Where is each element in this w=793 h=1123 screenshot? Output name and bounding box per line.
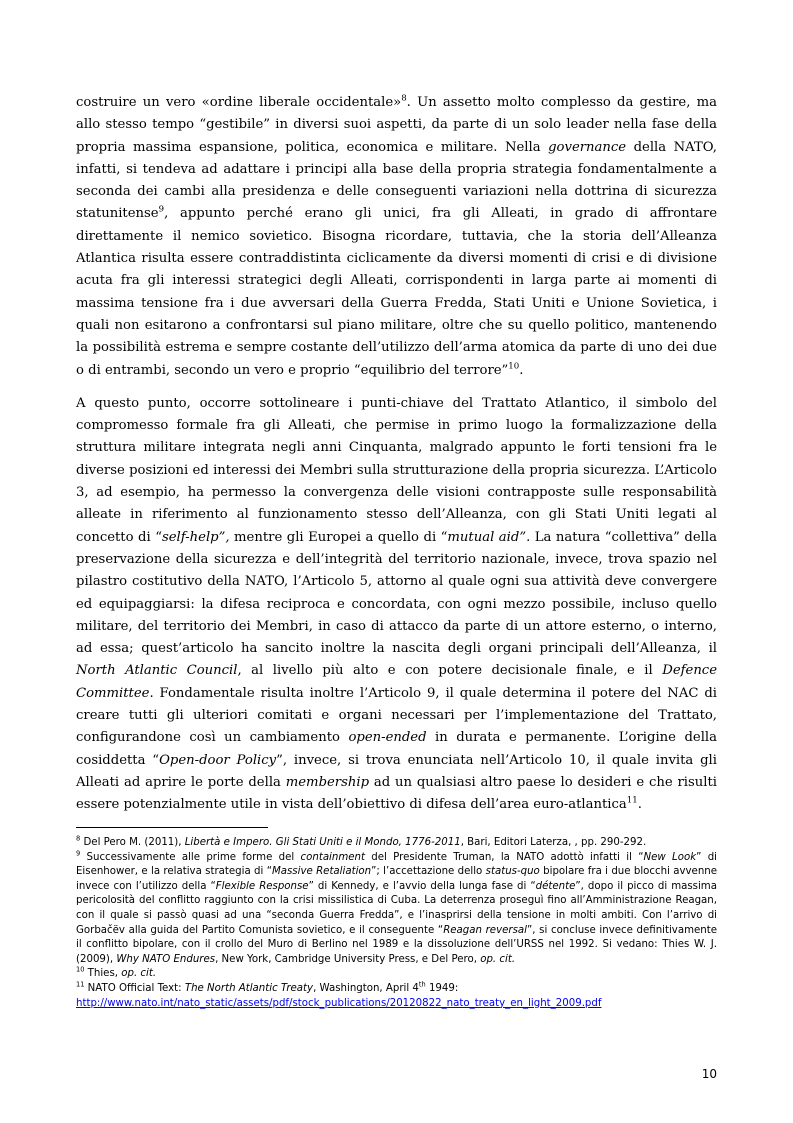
footnote-ref-9[interactable]: 9	[158, 205, 165, 216]
page-number: 10	[701, 1067, 717, 1081]
footnote-9: $^9$ Successivamente alle prime forme del containment del Presidente Truman, la NATO adottò infatti il “New Look” di Eisenhower, e la relativa strategia di “Massive Retaliation”; l’accettazione dello status-quo bipolare fra i due blocchi avvenne invece con l’utilizzo della “Flexible Response” di Kennedy, e l’avvio della lunga fase di “détente”, dopo il picco di massima pericolosità del conflitto raggiunto con la crisi missilistica di Cuba. La deterrenza proseguì fino all’Amministrazione Reagan, con il quale si passò quasi ad una “seconda Guerra Fredda”, e l’inasprirsi della tensione in molti ambiti. Con l’arrivo di Gorbačëv alla guida del Partito Comunista sovietico, e il conseguente “Reagan reversal”, si concluse invece definitivamente il conflitto bipolare, con il crollo del Muro di Berlino nel 1989 e la dissoluzione dell’URSS nel 1992. Si vedano: Thies W. J. (2009), Why NATO Endures, New York, Cambridge University Press, e Del Pero, op. cit.	[76, 849, 718, 965]
footnote-8: $^8$ Del Pero M. (2011), Libertà e Impero. Gli Stati Uniti e il Mondo, 1776-2011, Bari, Editori Laterza, , pp. 290-292.	[76, 834, 647, 848]
footnote-ref-11[interactable]: 11	[626, 795, 638, 806]
footnotes	[76, 836, 717, 1011]
paragraph-2: A questo punto, occorre sottolineare i punti-chiave del Trattato Atlantico, il simbolo del compromesso formale fra gli Alleati, che permise in primo luogo la formalizzazione della struttura militare integrata negli anni Cinquanta, malgrado appunto le forti tensioni fra le diverse posizioni ed interessi dei Membri sulla strutturazione della propria sicurezza. L’Articolo 3, ad esempio, ha permesso la convergenza delle visioni contrapposte sulle responsabilità alleate in riferimento al funzionamento stesso dell’Alleanza, con gli Stati Uniti legati al concetto di “self-help”, mentre gli Europei a quello di “mutual aid”. La natura “collettiva” della preservazione della sicurezza e dell’integrità del territorio nazionale, invece, trova spazio nel pilastro costitutivo della NATO, l’Articolo 5, attorno al quale ogni sua attività deve convergere ed equipaggiarsi: la difesa reciproca e concordata, con ogni mezzo possibile, incluso quello militare, del territorio dei Membri, in caso di attacco da parte di un attore esterno, o interno, ad essa; quest’articolo ha sancito inoltre la nascita degli organi principali dell’Alleanza, il North Atlantic Council, al livello più alto e con potere decisionale finale, e il Defence Committee. Fondamentale risulta inoltre l’Articolo 9, il quale determina il potere del NAC di creare tutti gli ulteriori comitati e organi necessari per l’implementazione del Trattato, configurandone così un cambiamento open-ended in durata e permanente. L’origine della cosiddetta “Open-door Policy”, invece, si trova enunciata nell’Articolo 10, il quale invita gli Alleati ad aprire le porte della membership ad un qualsiasi altro paese lo desideri e che risulti essere potenzialmente utile in vista dell’obiettivo di difesa dell’area euro-atlantica$^{11}$.	[76, 395, 717, 813]
footnote-separator	[76, 827, 268, 828]
footnote-11-link-line	[76, 997, 717, 1012]
nato-treaty-link[interactable]: http://www.nato.int/nato_static/assets/pdf/stock_publications/20120822_nato_treaty_en_light_2009.pdf	[76, 997, 602, 1009]
main-body-text	[76, 92, 717, 828]
paragraph-1: costruire un vero «ordine liberale occidentale»$^8$. Un assetto molto complesso da gestire, ma allo stesso tempo “gestibile” in diversi suoi aspetti, da parte di un solo leader nella fase della propria massima espansione, politica, economica e militare. Nella governance della NATO, infatti, si tendeva ad adattare i principi alla base della propria strategia fondamentalmente a seconda dei cambi alla presidenza e delle conseguenti variazioni nella dottrina di sicurezza statunitense$^9$, appunto perché erano gli unici, fra gli Alleati, in grado di affrontare direttamente il nemico sovietico. Bisogna ricordare, tuttavia, che la storia dell’Alleanza Atlantica risulta essere contraddistinta ciclicamente da diversi momenti di crisi e di divisione acuta fra gli interessi strategici degli Alleati, corrispondenti in larga parte ai momenti di massima tensione fra i due avversari della Guerra Fredda, Stati Uniti e Unione Sovietica, i quali non esitarono a confrontarsi sul piano militare, oltre che su quello politico, mantenendo la possibilità estrema e sempre costante dell’utilizzo dell’arma atomica da parte di uno dei due o di entrambi, secondo un vero e proprio “equilibrio del terrore”$^{10}$.	[76, 93, 717, 378]
footnote-ref-8[interactable]: 8	[401, 93, 407, 104]
footnote-ref-10[interactable]: 10	[508, 361, 520, 372]
footnote-11: $^{11}$ NATO Official Text: The North Atlantic Treaty, Washington, April 4th 1949:	[76, 980, 459, 994]
footnote-10: $^{10}$ Thies, op. cit.	[76, 965, 157, 980]
